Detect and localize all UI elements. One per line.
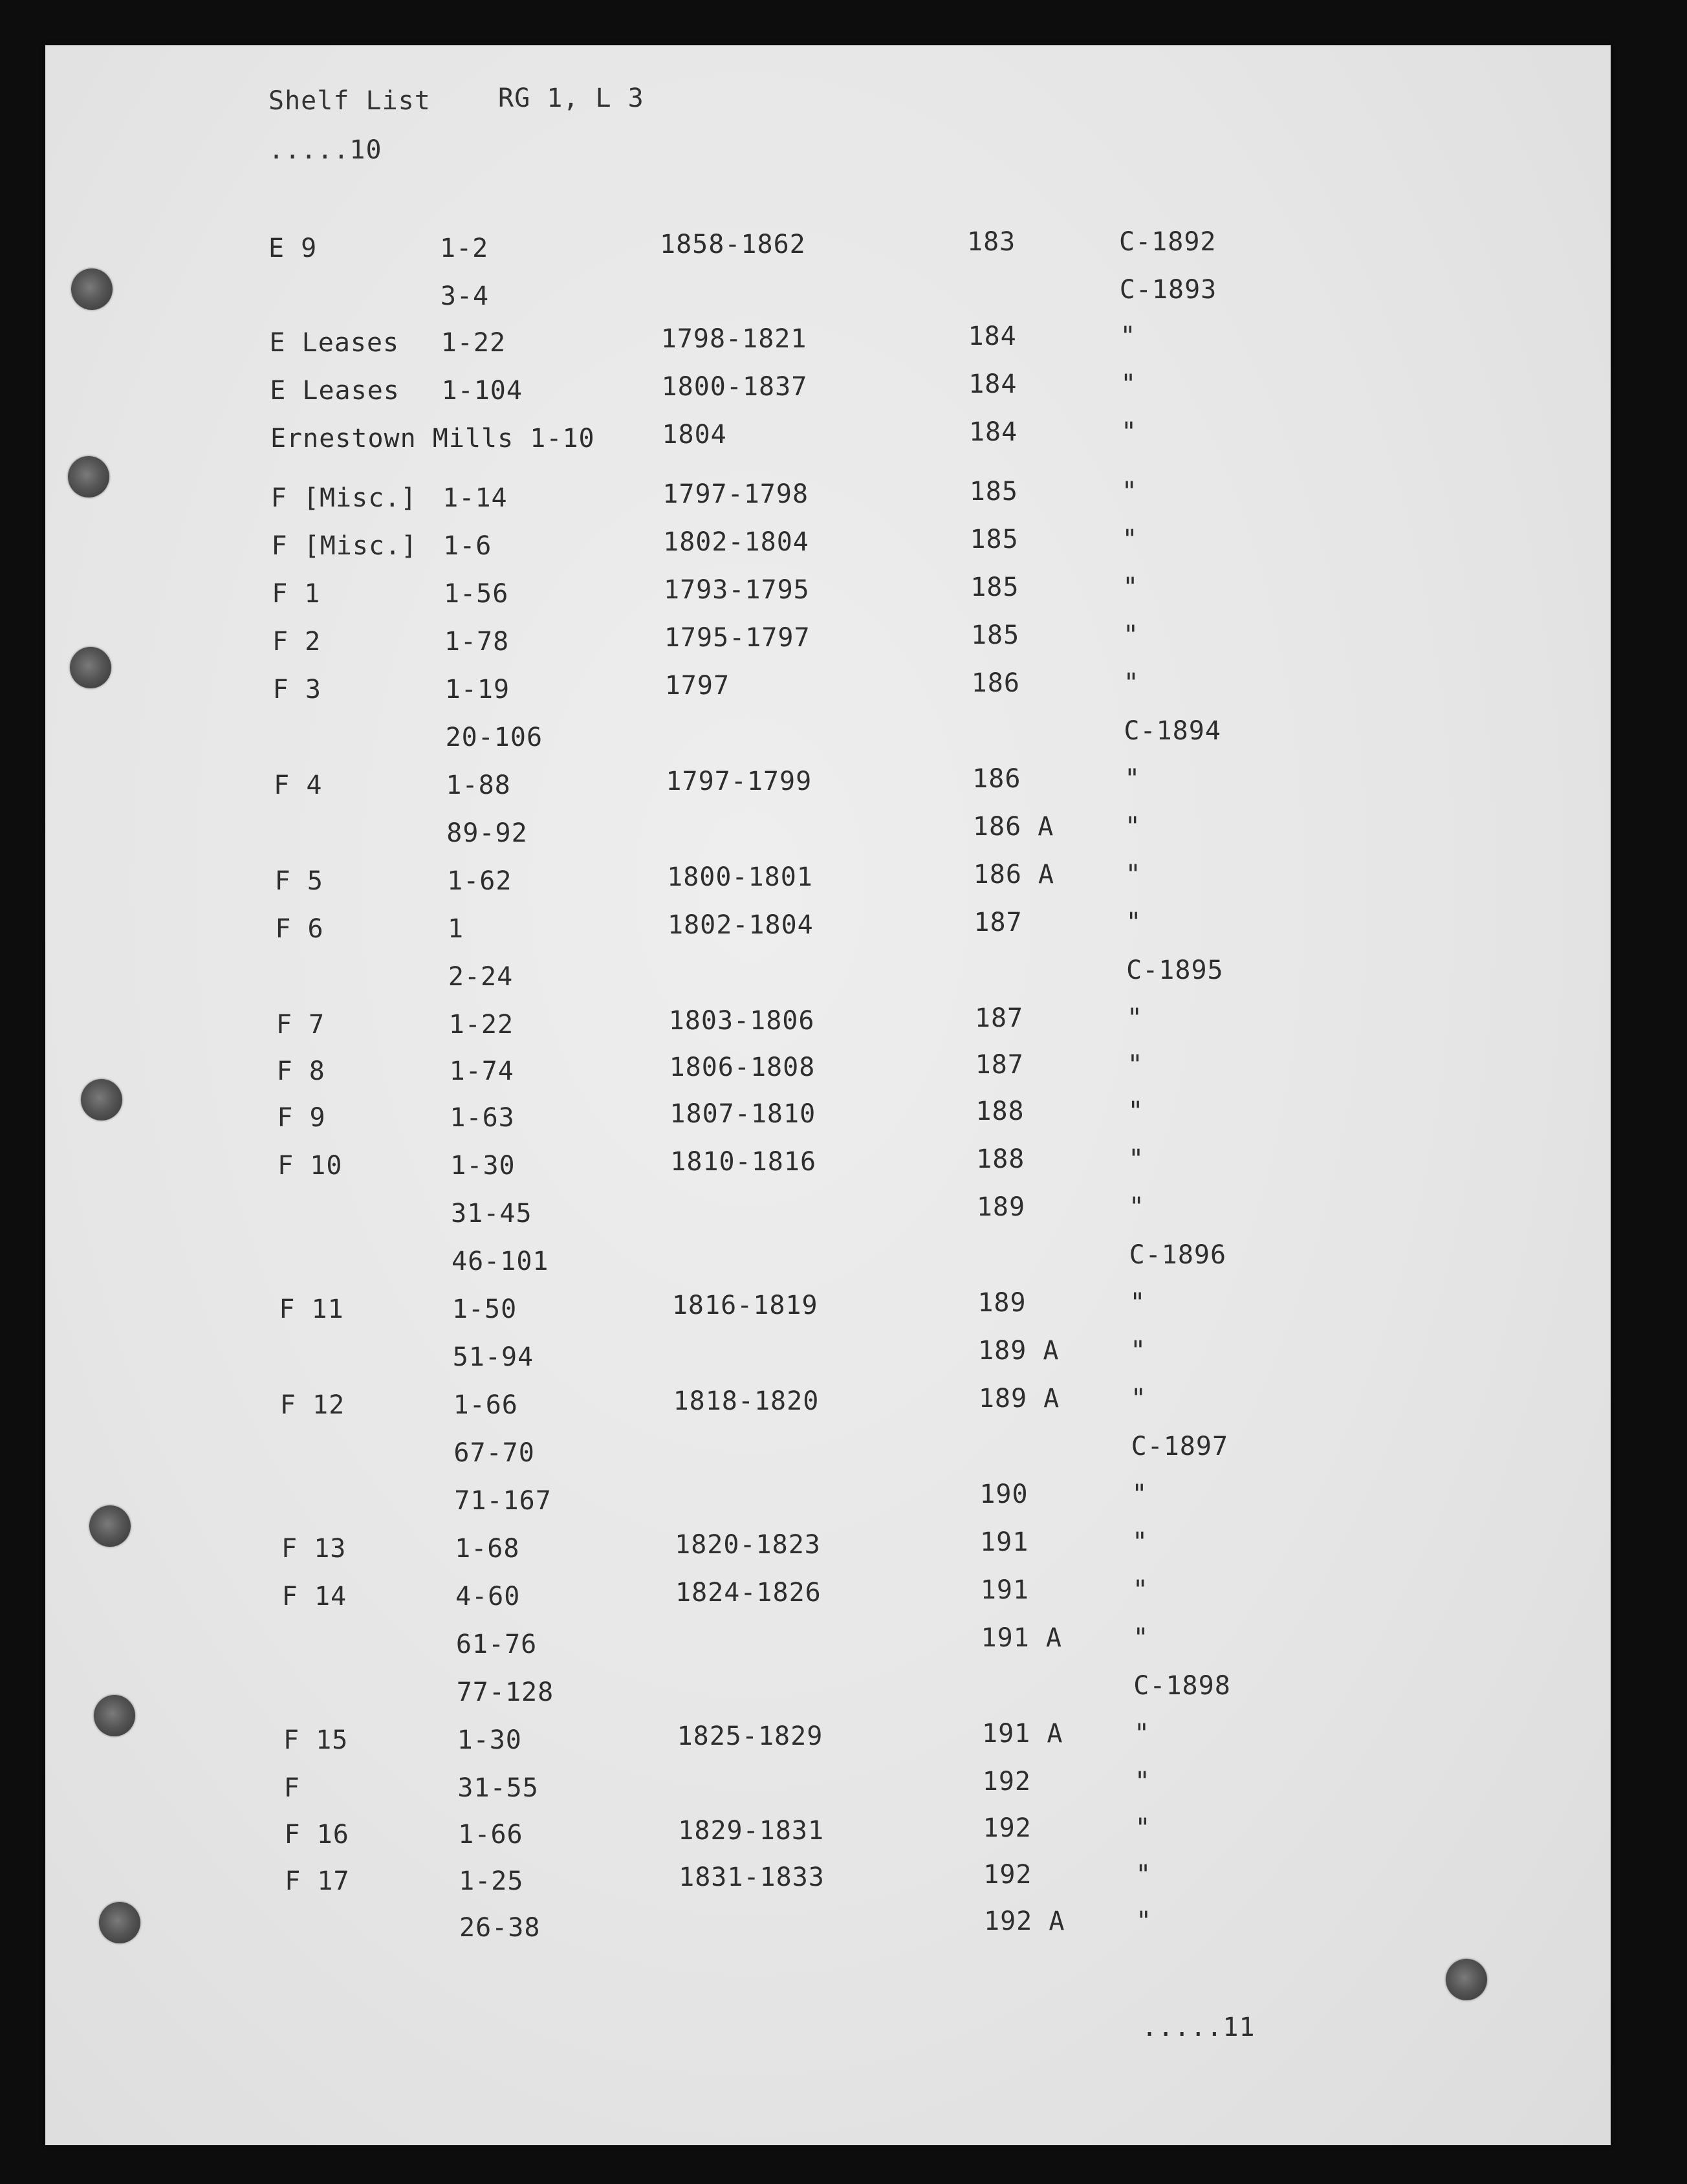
item-range-cell: 20-106 <box>445 723 543 752</box>
punch-hole <box>94 1695 135 1736</box>
microfilm-reel-cell: " <box>1133 1623 1149 1653</box>
item-range-cell: 89-92 <box>446 818 528 848</box>
microfilm-reel-cell: " <box>1135 1860 1152 1890</box>
date-range-cell: 1798-1821 <box>660 324 807 354</box>
microfilm-reel-cell: " <box>1128 1144 1145 1174</box>
box-number-cell: 187 <box>974 1003 1024 1033</box>
box-number-cell: 192 <box>983 1860 1032 1890</box>
date-range-cell: 1824-1826 <box>675 1578 822 1608</box>
box-number-cell: 189 A <box>978 1384 1060 1414</box>
item-range-cell: 1-66 <box>453 1390 518 1420</box>
previous-page-marker: .....10 <box>268 135 382 165</box>
series-cell: F 12 <box>279 1390 345 1420</box>
series-cell: F 15 <box>283 1725 349 1755</box>
next-page-marker: .....11 <box>1142 2013 1256 2042</box>
microfilm-reel-cell: " <box>1120 322 1137 351</box>
item-range-cell: 51-94 <box>452 1342 534 1372</box>
date-range-cell: 1804 <box>662 420 727 450</box>
microfilm-reel-cell: " <box>1135 1813 1151 1843</box>
date-range-cell: 1802-1804 <box>663 527 809 557</box>
item-range-cell: 1-74 <box>449 1056 514 1086</box>
box-number-cell: 189 A <box>978 1336 1060 1366</box>
microfilm-reel-cell: " <box>1132 1575 1149 1605</box>
date-range-cell: 1831-1833 <box>679 1862 825 1892</box>
microfilm-reel-cell: " <box>1129 1288 1146 1318</box>
date-range-cell: 1793-1795 <box>664 575 810 605</box>
item-range-cell: 1-19 <box>444 675 510 704</box>
series-cell: F [Misc.] <box>271 531 418 561</box>
date-range-cell: 1802-1804 <box>668 910 814 940</box>
date-range-cell: 1803-1806 <box>668 1006 815 1036</box>
item-range-cell: 1-22 <box>448 1010 514 1040</box>
item-range-cell: 1-50 <box>452 1294 517 1324</box>
box-number-cell: 185 <box>970 573 1019 602</box>
item-range-cell: 4-60 <box>455 1582 521 1611</box>
item-range-cell: 26-38 <box>459 1913 541 1943</box>
series-cell: F 10 <box>278 1151 343 1181</box>
punch-hole <box>89 1505 131 1547</box>
item-range-cell: 61-76 <box>455 1630 538 1659</box>
microfilm-reel-cell: " <box>1124 812 1141 842</box>
series-cell: F 5 <box>274 866 323 896</box>
punch-hole <box>70 647 111 688</box>
item-range-cell: 1-2 <box>440 234 489 263</box>
series-cell: F 4 <box>274 770 323 800</box>
series-cell: Ernestown Mills 1-10 <box>270 424 595 453</box>
microfilm-reel-cell: " <box>1123 668 1140 698</box>
punch-hole <box>99 1902 140 1943</box>
item-range-cell: 1-30 <box>457 1725 522 1755</box>
box-number-cell: 189 <box>976 1192 1026 1222</box>
date-range-cell: 1820-1823 <box>675 1530 821 1560</box>
microfilm-reel-cell: " <box>1122 525 1138 554</box>
item-range-cell: 1-88 <box>446 770 511 800</box>
microfilm-reel-cell: " <box>1120 417 1138 447</box>
date-range-cell: 1806-1808 <box>669 1053 816 1082</box>
microfilm-reel-cell: " <box>1127 1050 1144 1080</box>
microfilm-reel-cell: " <box>1130 1336 1147 1366</box>
series-cell: F 13 <box>281 1534 347 1564</box>
date-range-cell: 1858-1862 <box>660 230 806 259</box>
box-number-cell: 191 <box>980 1527 1029 1557</box>
microfilm-reel-cell: " <box>1134 1719 1151 1749</box>
punch-hole <box>71 268 113 310</box>
microfilm-reel-cell: " <box>1122 573 1139 602</box>
microfilm-reel-cell: " <box>1124 764 1141 794</box>
item-range-cell: 1-68 <box>455 1534 520 1564</box>
item-range-cell: 1-14 <box>442 483 508 513</box>
box-number-cell: 186 A <box>973 860 1055 890</box>
date-range-cell: 1800-1801 <box>667 862 813 892</box>
record-group-reference: RG 1, L 3 <box>498 83 644 113</box>
date-range-cell: 1829-1831 <box>678 1816 825 1846</box>
series-cell: F 11 <box>279 1294 344 1324</box>
box-number-cell: 186 <box>971 668 1020 698</box>
box-number-cell: 192 <box>983 1813 1032 1843</box>
box-number-cell: 183 <box>967 227 1016 257</box>
microfilm-reel-cell: C-1894 <box>1124 716 1221 746</box>
item-range-cell: 77-128 <box>456 1677 554 1707</box>
microfilm-reel-cell: " <box>1126 908 1142 937</box>
series-cell: E Leases <box>270 376 400 406</box>
box-number-cell: 187 <box>974 908 1023 937</box>
microfilm-reel-cell: " <box>1130 1384 1147 1414</box>
date-range-cell: 1800-1837 <box>661 372 808 402</box>
item-range-cell: 31-55 <box>457 1773 539 1803</box>
microfilm-reel-cell: " <box>1121 477 1138 507</box>
microfilm-reel-cell: " <box>1134 1767 1151 1796</box>
item-range-cell: 3-4 <box>440 281 490 311</box>
item-range-cell: 1-22 <box>441 328 506 358</box>
microfilm-reel-cell: " <box>1128 1192 1145 1222</box>
punch-hole <box>81 1079 122 1120</box>
date-range-cell: 1797-1798 <box>662 479 809 509</box>
box-number-cell: 185 <box>970 525 1019 554</box>
series-cell: E Leases <box>269 328 400 358</box>
microfilm-reel-cell: " <box>1136 1906 1153 1936</box>
box-number-cell: 185 <box>970 620 1020 650</box>
series-cell: E 9 <box>268 234 318 263</box>
box-number-cell: 190 <box>979 1480 1029 1509</box>
microfilm-reel-cell: " <box>1120 369 1137 399</box>
item-range-cell: 1-104 <box>441 376 523 406</box>
date-range-cell: 1810-1816 <box>670 1147 817 1177</box>
item-range-cell: 1-25 <box>459 1866 524 1896</box>
box-number-cell: 184 <box>968 322 1017 351</box>
microfilm-reel-cell: C-1893 <box>1119 275 1217 305</box>
microfilm-reel-cell: " <box>1132 1527 1149 1557</box>
series-cell: F 6 <box>275 914 324 944</box>
punch-hole <box>1446 1959 1487 2000</box>
item-range-cell: 1-78 <box>444 627 510 657</box>
date-range-cell: 1818-1820 <box>673 1386 820 1416</box>
series-cell: F 8 <box>276 1056 325 1086</box>
box-number-cell: 192 A <box>984 1906 1065 1936</box>
item-range-cell: 1-62 <box>447 866 512 896</box>
microfilm-reel-cell: " <box>1127 1097 1144 1126</box>
item-range-cell: 67-70 <box>453 1438 535 1468</box>
date-range-cell: 1797 <box>664 671 730 701</box>
item-range-cell: 1-6 <box>443 531 492 561</box>
box-number-cell: 186 <box>972 764 1021 794</box>
item-range-cell: 71-167 <box>454 1486 552 1516</box>
microfilm-reel-cell: " <box>1125 860 1142 890</box>
microfilm-reel-cell: C-1892 <box>1119 227 1217 257</box>
item-range-cell: 46-101 <box>452 1247 549 1276</box>
microfilm-reel-cell: " <box>1131 1480 1148 1509</box>
date-range-cell: 1816-1819 <box>671 1291 818 1320</box>
box-number-cell: 188 <box>976 1144 1025 1174</box>
series-cell: F <box>283 1773 300 1803</box>
box-number-cell: 192 <box>982 1767 1032 1796</box>
item-range-cell: 1 <box>448 914 464 944</box>
series-cell: F 17 <box>285 1866 350 1896</box>
date-range-cell: 1825-1829 <box>677 1721 823 1751</box>
date-range-cell: 1807-1810 <box>669 1099 816 1129</box>
date-range-cell: 1795-1797 <box>664 623 811 653</box>
item-range-cell: 1-63 <box>450 1103 515 1133</box>
box-number-cell: 184 <box>968 369 1018 399</box>
microfilm-reel-cell: " <box>1126 1003 1143 1033</box>
item-range-cell: 2-24 <box>448 962 514 992</box>
date-range-cell: 1797-1799 <box>666 767 812 796</box>
box-number-cell: 191 <box>980 1575 1030 1605</box>
microfilm-reel-cell: C-1896 <box>1129 1240 1227 1270</box>
series-cell: F [Misc.] <box>270 483 417 513</box>
series-cell: F 9 <box>277 1103 326 1133</box>
item-range-cell: 1-30 <box>450 1151 516 1181</box>
series-cell: F 1 <box>272 579 321 609</box>
box-number-cell: 188 <box>975 1097 1025 1126</box>
box-number-cell: 184 <box>968 417 1018 447</box>
box-number-cell: 185 <box>969 477 1018 507</box>
microfilm-reel-cell: C-1895 <box>1126 956 1224 985</box>
document-page <box>45 45 1611 2145</box>
box-number-cell: 189 <box>977 1288 1027 1318</box>
series-cell: F 7 <box>276 1010 325 1040</box>
box-number-cell: 191 A <box>981 1623 1062 1653</box>
box-number-cell: 186 A <box>972 812 1054 842</box>
series-cell: F 16 <box>284 1820 349 1850</box>
series-cell: F 2 <box>272 627 321 657</box>
item-range-cell: 1-56 <box>444 579 509 609</box>
microfilm-reel-cell: C-1898 <box>1133 1671 1231 1701</box>
microfilm-reel-cell: C-1897 <box>1131 1432 1229 1461</box>
shelf-list-title: Shelf List <box>268 86 431 116</box>
item-range-cell: 31-45 <box>451 1199 532 1228</box>
box-number-cell: 191 A <box>982 1719 1063 1749</box>
microfilm-reel-cell: " <box>1122 620 1140 650</box>
series-cell: F 3 <box>272 675 321 704</box>
punch-hole <box>68 456 109 497</box>
item-range-cell: 1-66 <box>458 1820 523 1850</box>
box-number-cell: 187 <box>975 1050 1024 1080</box>
series-cell: F 14 <box>281 1582 347 1611</box>
